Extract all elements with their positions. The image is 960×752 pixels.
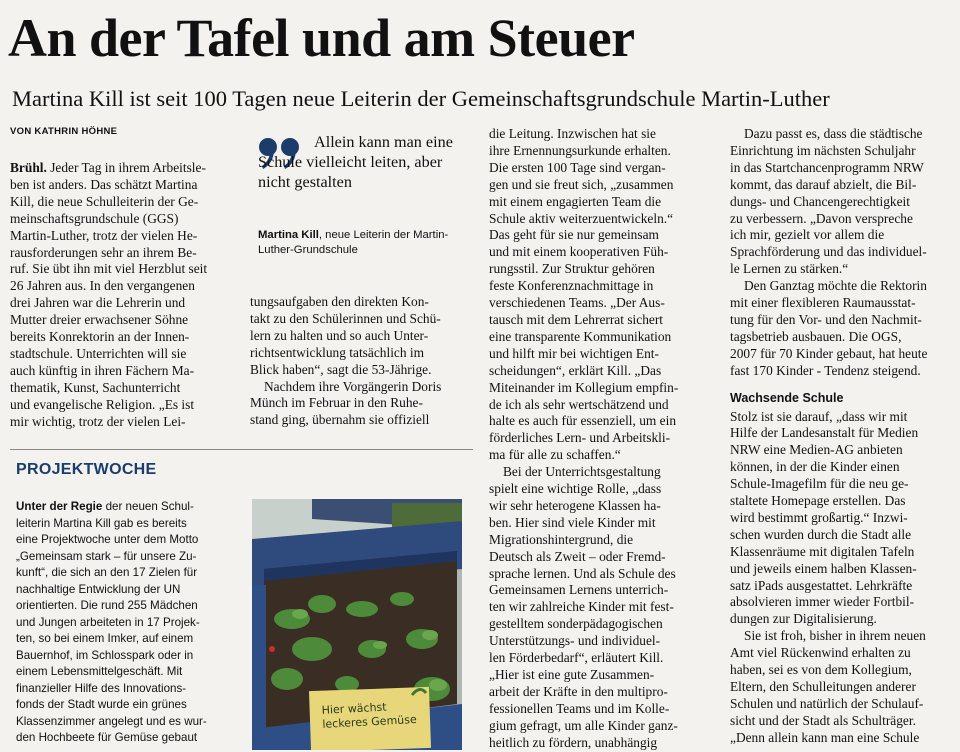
text-line-content: Jeder Tag in ihrem Arbeitsle-: [46, 160, 206, 175]
text-line: und mit einem kooperativen Füh-: [489, 244, 669, 260]
photo-sign-text: [321, 698, 432, 732]
text-line: Schule aktiv weiterzuentwickeln.“: [489, 210, 674, 226]
raised-bed-photo: [252, 499, 462, 750]
text-line: und Jungen arbeiteten in 17 Projek-: [16, 615, 200, 629]
text-line: Das geht für sie nur gemeinsam: [489, 227, 659, 243]
text-line: lern zu halten und so auch Unter-: [250, 327, 429, 343]
text-line: einem Lebensmittelgeschäft. Mit: [16, 665, 183, 678]
text-line: [10, 160, 233, 177]
text-line: Deutsch als Zweit – oder Fremd-: [489, 548, 666, 564]
text-line: verschiedenen Teams. „Der Aus-: [489, 295, 665, 311]
text-line: gium gefragt, um alle Kinder ganz-: [489, 717, 678, 733]
text-line: die Leitung. Inzwischen hat sie: [489, 126, 656, 141]
text-line: Eltern, den Schulleitungen anderer: [730, 679, 916, 694]
text-line: mit einer flexibleren Raumausstat-: [730, 295, 916, 311]
text-line: und evangelische Religion. „Es ist: [10, 396, 195, 412]
text-line: Klassenräume mit digitalen Tafeln: [730, 543, 915, 559]
quote-attribution: [258, 228, 478, 258]
text-line: ben. Hier sind viele Kinder mit: [489, 514, 656, 530]
text-line: Nachdem ihre Vorgängerin Doris: [264, 378, 442, 394]
text-line: fessionellen Teams und im Kolle-: [489, 700, 670, 716]
text-line: tausch mit dem Lehrerrat sichert: [489, 311, 664, 327]
headline: An der Tafel und am Steuer: [8, 8, 635, 68]
text-line: NRW eine Medien-AG anbieten: [730, 442, 903, 458]
text-line: eine transparente Kommunikation: [489, 328, 672, 344]
text-line: satz iPads ausgestattet. Lehrkräfte: [730, 577, 913, 593]
text-line: Blick haben“, sagt die 53-Jährige.: [250, 361, 432, 377]
text-line: bereits Konrektorin an der Innen-: [10, 329, 190, 345]
text-line: 2007 für 70 Kinder gebaut, hat heute: [730, 345, 928, 361]
text-line: Dazu passt es, dass die städtische: [744, 126, 923, 141]
text-line: mit einem engagierten Team die: [489, 193, 662, 209]
byline: VON KATHRIN HÖHNE: [10, 126, 118, 137]
text-line: Schule-Imagefilm für die neu ge-: [730, 476, 909, 492]
text-line: ma für alle zu schaffen.“: [489, 447, 621, 463]
text-line: scheidungen“, erklärt Kill. „Das: [489, 362, 662, 378]
text-line: und jeweils einem halben Klassen-: [730, 560, 917, 576]
text-line: Unterstützungs- und individuel-: [489, 633, 661, 649]
text-line: tung für den Vor- und den Nachmit-: [730, 311, 922, 327]
text-line: absolvieren immer wieder Fortbil-: [730, 594, 915, 610]
text-line: tungsaufgaben den direkten Kon-: [250, 294, 429, 309]
text-line: Bei der Unterrichtsgestaltung: [503, 464, 661, 480]
text-line: dungs- und Chancengerechtigkeit: [730, 193, 910, 209]
text-line: tagsbetrieb ausbauen. Die OGS,: [730, 328, 902, 344]
text-line: stadtschule. Unterrichten will sie: [10, 345, 187, 361]
text-line: kunft“, die sich an den 17 Zielen für: [16, 566, 198, 579]
text-line: feste Konferenznachmittage in: [489, 278, 654, 294]
text-line: „Denn allein kann man eine Schule: [730, 729, 920, 745]
text-line: „Gemeinsam stark – für unsere Zu-: [16, 549, 197, 563]
photo-sign-line-2: leckeres Gemüse: [322, 712, 418, 731]
text-line: förderliches Lern- und Arbeitskli-: [489, 430, 671, 446]
article-column-2: [250, 294, 473, 429]
text-line-content: der neuen Schul-: [102, 500, 194, 513]
text-line: ten, so bei einem Imker, auf einem: [16, 632, 194, 645]
text-line: heitlich zu fördern, unabhängig: [489, 734, 658, 750]
text-line: [16, 499, 236, 516]
text-line: in das Startchancenprogramm NRW: [730, 159, 924, 175]
text-line: leiterin Martina Kill gab es bereits: [16, 516, 187, 530]
text-line: rausforderungen sehr an ihrem Be-: [10, 244, 197, 260]
text-line: Hilfe der Landesanstalt für Medien: [730, 425, 919, 441]
text-line: Stolz ist sie darauf, „dass wir mit: [730, 408, 908, 424]
spacer: [730, 380, 952, 389]
text-line: orientierten. Die rund 255 Mädchen: [16, 599, 198, 612]
text-line: Sie ist froh, bisher in ihrem neuen: [744, 628, 926, 644]
text-line: ben ist anders. Das schätzt Martina: [10, 176, 198, 192]
text-line: schen wurden durch die Stadt alle: [730, 526, 912, 542]
article-column-3: [489, 126, 711, 752]
text-line: fonds der Stadt wurde ein grünes: [16, 698, 187, 711]
text-line: spielt eine wichtige Rolle, „dass: [489, 481, 662, 497]
text-line: Münch im Februar in den Ruhe-: [250, 395, 423, 411]
text-line: kommt, das darauf abzielt, die Bil-: [730, 176, 917, 192]
text-line: Schulen und natürlich der Schulauf-: [730, 695, 924, 711]
quote-attribution-role: , neue Leiterin der Martin-Luther-Grundschule: [258, 229, 449, 256]
subheadline: Martina Kill ist seit 100 Tagen neue Leiterin der Gemeinschaftsgrundschule Martin-Luther: [12, 86, 830, 111]
text-line: le Lernen zu stärken.“: [730, 261, 849, 277]
section-divider: [10, 449, 473, 450]
text-line: nachhaltige Entwicklung der UN: [16, 582, 181, 596]
text-line: Die ersten 100 Tage sind vergan-: [489, 159, 666, 175]
dateline: Brühl.: [10, 160, 47, 175]
text-line: „Hier ist eine gute Zusammen-: [489, 667, 655, 682]
text-line: de ich als sehr wertschätzend und: [489, 396, 669, 412]
text-line: arbeit der Kräfte in den multipro-: [489, 683, 668, 699]
text-line: finanzieller Hilfe des Innovations-: [16, 681, 187, 695]
infobox-lead: Unter der Regie: [16, 500, 103, 513]
quote-text: Allein kann man eine Schule vielleicht leiten, aber nicht gestalten: [258, 133, 453, 191]
text-line: sicht und der Stadt als Schulträger.: [730, 712, 916, 728]
text-line: Den Ganztag möchte die Rektorin: [744, 278, 927, 294]
text-line: staltete Homepage erstellen. Das: [730, 493, 906, 509]
text-line: ich mir, gezielt vor allem die: [730, 227, 885, 243]
text-line: gestelltem sonderpädagogischen: [489, 616, 663, 632]
text-line: dungen zur Digitalisierung.: [730, 611, 877, 627]
text-line: drei Jahren war die Lehrerin und: [10, 295, 186, 311]
text-line: wird bestimmt großartig.“ Inzwi-: [730, 509, 908, 525]
text-line: thematik, Kunst, Sachunterricht: [10, 379, 181, 395]
text-line: sprache lernen. Und als Schule des: [489, 565, 676, 581]
text-line: takt zu den Schülerinnen und Schü-: [250, 310, 441, 326]
text-line: Sprachförderung und das individuel-: [730, 244, 927, 260]
text-line: Migrationshintergrund, die: [489, 531, 634, 547]
text-line: Amt viel Rückenwind erhalten zu: [730, 645, 911, 661]
text-line: Mutter dreier erwachsener Söhne: [10, 312, 189, 328]
text-line: Kill, die neue Schulleiterin der Ge-: [10, 193, 199, 209]
text-line: rungsstil. Zur Struktur gehören: [489, 261, 655, 277]
text-line: den Hochbeete für Gemüse gebaut: [16, 731, 198, 744]
text-line: ten wir zahlreiche Kinder mit fest-: [489, 599, 674, 615]
text-line: halte es auch für essenziell, um ein: [489, 413, 677, 429]
text-line: ruf. Sie übt ihn mit viel Herzblut seit: [10, 261, 208, 277]
text-line: Gemeinsamen Lernens unterrich-: [489, 582, 669, 598]
subheading: Wachsende Schule: [730, 390, 844, 405]
text-line: Miteinander im Kollegium empfin-: [489, 379, 679, 395]
text-line: eine Projektwoche unter dem Motto: [16, 533, 199, 546]
text-line: Bauernhof, im Schlosspark oder in: [16, 648, 194, 662]
text-line: 26 Jahren aus. In den vergangenen: [10, 278, 195, 294]
text-line: meinschaftsgrundschule (GGS): [10, 210, 179, 226]
article-column-1: [10, 160, 233, 431]
text-line: Einrichtung im nächsten Schuljahr: [730, 142, 916, 158]
text-line: mir wichtig, trotz der vielen Lei-: [10, 413, 186, 429]
text-line: Klassenzimmer angelegt und es wur-: [16, 714, 207, 728]
text-line: richtsentwicklung tatsächlich im: [250, 344, 425, 360]
text-line: wir sehr heterogene Klassen ha-: [489, 497, 661, 513]
text-line: haben, sei es von dem Kollegium,: [730, 662, 912, 678]
text-line: ihre Ernennungsurkunde erhalten.: [489, 142, 671, 158]
text-line: und hilft mir bei wichtigen Ent-: [489, 345, 659, 361]
text-line: Martin-Luther, trotz der vielen He-: [10, 227, 198, 243]
article-column-4: [730, 126, 952, 747]
photo-sign-line-1: Hier wächst: [321, 700, 387, 717]
text-line: len Förderbedarf“, erläutert Kill.: [489, 650, 664, 666]
quote-attribution-name: Martina Kill: [258, 229, 319, 241]
text-line: auch künftig in ihren Fächern Ma-: [10, 362, 195, 378]
text-line: stand ging, übernahm sie offiziell: [250, 412, 430, 428]
text-line: fast 170 Kinder - Tendenz steigend.: [730, 362, 921, 378]
text-line: können, in der die Kinder einen: [730, 459, 900, 475]
infobox-text: [16, 499, 236, 747]
text-line: zu verbessern. „Davon verspreche: [730, 210, 913, 226]
text-line: gen und sie freut sich, „zusammen: [489, 176, 674, 192]
infobox-kicker: PROJEKTWOCHE: [16, 461, 157, 478]
